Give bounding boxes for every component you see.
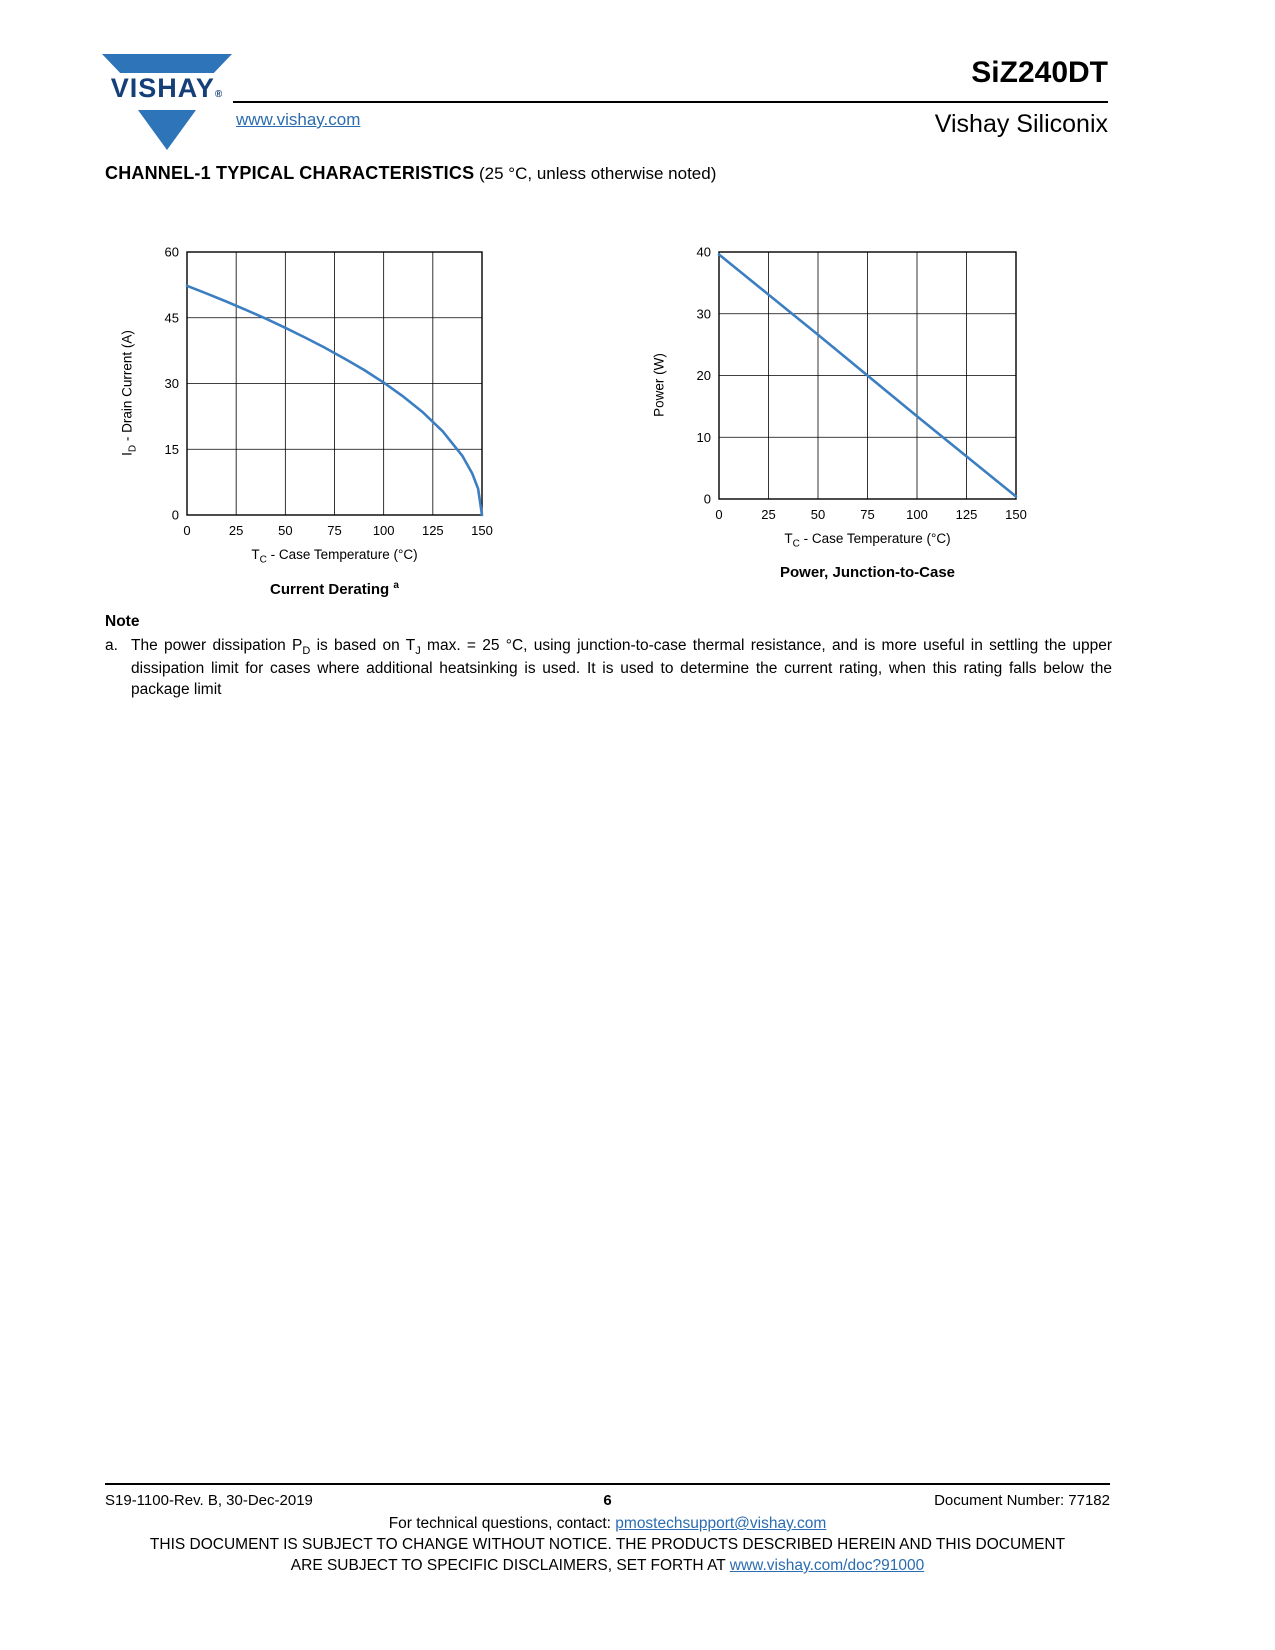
- chart-title-footnote-ref: a: [393, 579, 399, 591]
- svg-text:20: 20: [696, 368, 711, 383]
- note-heading: Note: [105, 613, 140, 630]
- footer-row: [105, 1492, 1110, 1509]
- y-axis-label: [652, 353, 671, 417]
- y-axis-label-box: [113, 240, 145, 545]
- disclaimer-line-2-text: ARE SUBJECT TO SPECIFIC DISCLAIMERS, SET FORTH AT: [290, 1557, 730, 1574]
- svg-text:40: 40: [696, 244, 711, 260]
- xlabel-sub: C: [259, 554, 267, 566]
- svg-text:125: 125: [955, 507, 978, 522]
- note-item-label: a.: [105, 637, 118, 655]
- chart-title-current-derating: [145, 580, 496, 598]
- y-axis-label-box: [645, 240, 677, 529]
- disclaimer-line-1: THIS DOCUMENT IS SUBJECT TO CHANGE WITHOUT NOTICE. THE PRODUCTS DESCRIBED HEREIN AND THIS DOCUMENT: [149, 1536, 1066, 1553]
- charts-row: [105, 240, 1110, 598]
- svg-text:125: 125: [421, 523, 444, 538]
- xlabel-sub: C: [792, 538, 800, 550]
- footer-revision: S19-1100-Rev. B, 30-Dec-2019: [105, 1492, 313, 1509]
- svg-text:100: 100: [906, 507, 928, 522]
- section-subtitle: (25 °C, unless otherwise noted): [479, 164, 717, 183]
- svg-text:60: 60: [164, 244, 179, 260]
- logo-bar-shape: [102, 54, 232, 73]
- svg-text:0: 0: [715, 507, 723, 522]
- footer-contact-prefix: For technical questions, contact:: [388, 1515, 616, 1532]
- chart-power-junction-to-case: [645, 240, 1030, 581]
- note-text-segment: max. = 25 °C, using junction-to-case thermal resistance, and is more useful in settling the upper dissipation limit for cases where additional heatsinking is used. It is used to determine the current rating, when this rating falls below the package limit: [131, 637, 1112, 698]
- svg-text:45: 45: [164, 310, 179, 326]
- svg-text:50: 50: [810, 507, 826, 522]
- note-text-segment: The power dissipation P: [131, 637, 303, 655]
- svg-text:25: 25: [761, 507, 776, 522]
- note-item-text: [131, 636, 1112, 700]
- svg-text:75: 75: [327, 523, 342, 538]
- logo-wordmark: [100, 73, 234, 110]
- ylabel-post: - Drain Current (A): [119, 329, 135, 445]
- svg-text:30: 30: [164, 376, 179, 391]
- footer-document-number: Document Number: 77182: [934, 1492, 1110, 1509]
- svg-text:150: 150: [1005, 507, 1027, 522]
- note-subscript: J: [415, 645, 421, 658]
- website-link[interactable]: www.vishay.com: [236, 110, 361, 129]
- svg-text:75: 75: [860, 507, 875, 522]
- ylabel-sub: D: [127, 444, 139, 452]
- chart-title-text: Power, Junction-to-Case: [779, 563, 956, 581]
- ylabel-post: Power (W): [651, 352, 667, 417]
- plot-area-current-derating: [145, 240, 496, 545]
- disclaimer-doc-link[interactable]: www.vishay.com/doc?91000: [729, 1557, 925, 1574]
- header-divider: [233, 101, 1108, 103]
- chart-title-text: Current Derating: [270, 580, 390, 598]
- chart-current-derating: [113, 240, 496, 598]
- y-axis-label: [120, 330, 139, 456]
- part-number-title: SiZ240DT: [971, 56, 1108, 89]
- note-block: [105, 612, 1112, 700]
- svg-text:50: 50: [278, 523, 293, 538]
- svg-text:100: 100: [372, 523, 395, 538]
- note-text-segment: is based on T: [310, 637, 416, 655]
- svg-text:30: 30: [696, 306, 711, 322]
- xlabel-pre: T: [784, 531, 793, 546]
- division-title: Vishay Siliconix: [934, 110, 1108, 138]
- x-axis-label: [677, 531, 1030, 550]
- svg-text:0: 0: [171, 507, 179, 523]
- page-footer: [105, 1483, 1110, 1575]
- plot-area-power: [677, 240, 1030, 529]
- plot-column: [145, 240, 496, 598]
- section-title: CHANNEL-1 TYPICAL CHARACTERISTICS: [105, 163, 475, 183]
- svg-text:15: 15: [164, 441, 179, 457]
- svg-text:0: 0: [183, 523, 191, 538]
- xlabel-post: - Case Temperature (°C): [266, 547, 418, 562]
- footer-page-number: 6: [603, 1492, 612, 1509]
- plot-column: [677, 240, 1030, 581]
- registered-mark: ®: [214, 89, 224, 100]
- contact-email-link[interactable]: pmostechsupport@vishay.com: [615, 1515, 827, 1532]
- x-axis-label: [145, 547, 496, 566]
- section-heading: [105, 163, 716, 184]
- svg-text:25: 25: [228, 523, 244, 538]
- note-item-a: [105, 636, 1112, 700]
- xlabel-pre: T: [251, 547, 260, 562]
- disclaimer-line-2: [105, 1557, 1110, 1575]
- ylabel-pre: I: [119, 451, 135, 456]
- svg-text:150: 150: [471, 523, 493, 538]
- footer-contact-line: [105, 1515, 1110, 1533]
- svg-text:0: 0: [703, 491, 711, 507]
- note-subscript: D: [302, 645, 311, 658]
- logo-text: VISHAY: [110, 73, 215, 103]
- chart-title-power: [677, 564, 1030, 581]
- logo-triangle-shape: [138, 110, 196, 150]
- svg-text:10: 10: [696, 429, 711, 445]
- vishay-logo: [100, 54, 234, 150]
- xlabel-post: - Case Temperature (°C): [799, 531, 951, 546]
